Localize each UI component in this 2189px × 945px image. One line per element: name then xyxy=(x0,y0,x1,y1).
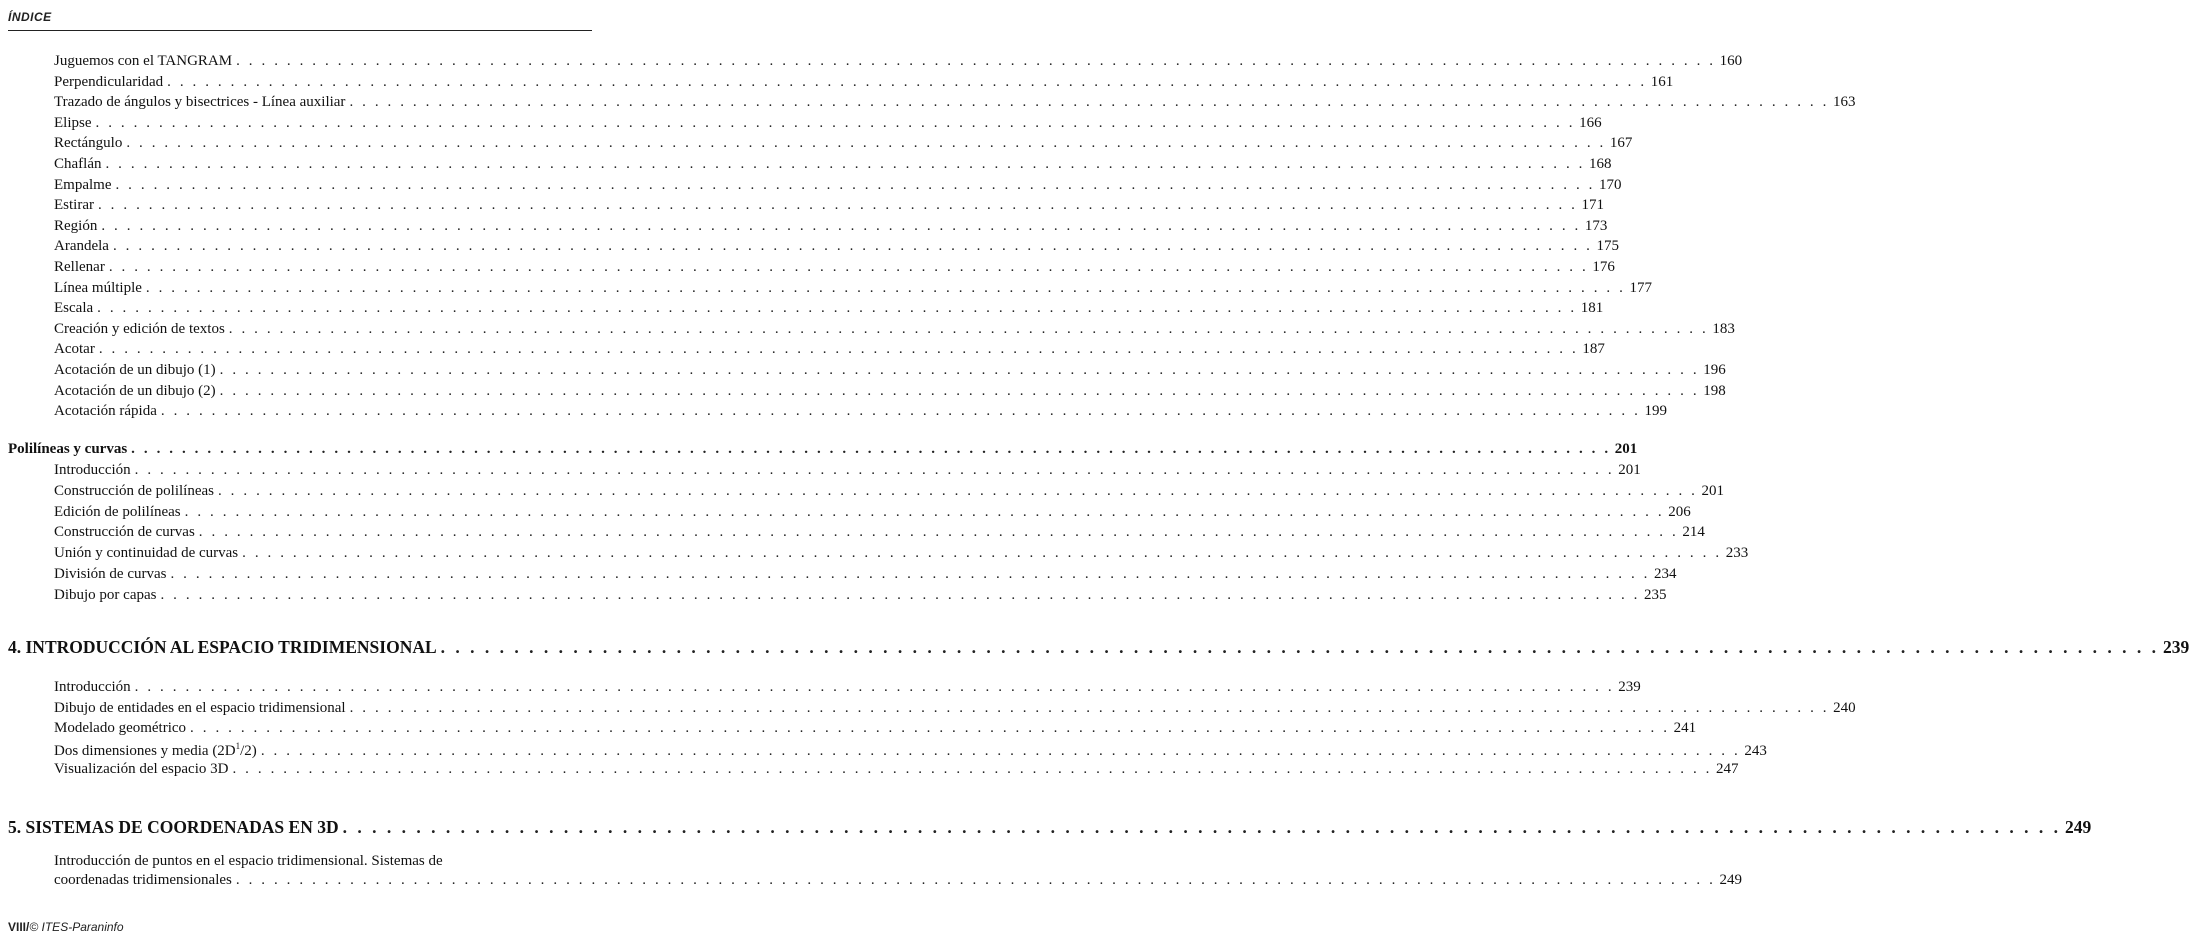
toc-entry xyxy=(54,197,1605,217)
toc-section-polilineas xyxy=(8,441,1638,461)
page-number: 241 xyxy=(1673,720,1697,737)
toc-chapter-5 xyxy=(8,817,2092,841)
dot-leader: . . . . . . . . . . . . . . . . . . . . . . . . . . . . . . . . . . . . . . . . . . . . . . . . . . . . . . . . . . . . . . . . . . . . . . . . . . . . . . . . . . . . . . . . . . . . . . . . . . . . . . . . . . . . . . . . . . . . . xyxy=(160,403,1641,420)
toc-entry xyxy=(54,679,1641,699)
dot-leader: . . . . . . . . . . . . . . . . . . . . . . . . . . . . . . . . . . . . . . . . . . . . . . . . . . . . . . . . . . . . . . . . . . . . . . . . . . . . . . . . . . . . . . . . . . . . . . . . . . . . . . . . . . . . . . . . . . . . . xyxy=(134,462,1615,478)
page-number: 199 xyxy=(1644,403,1667,420)
toc-entry xyxy=(54,53,1743,73)
entry-label: Introducción xyxy=(54,462,131,478)
entry-label: 4. INTRODUCCIÓN AL ESPACIO TRIDIMENSIONAL xyxy=(8,637,437,657)
page-number: 234 xyxy=(1654,566,1677,582)
entry-label: Empalme xyxy=(54,176,112,193)
toc-entry xyxy=(54,382,1726,403)
toc-entry xyxy=(54,156,1612,176)
page-number: 170 xyxy=(1599,176,1622,193)
dot-leader: . . . . . . . . . . . . . . . . . . . . . . . . . . . . . . . . . . . . . . . . . . . . . . . . . . . . . . . . . . . . . . . . . . . . . . . . . . . . . . . . . . . . . . . . . . . . . . . . . . . . . . . . . . . . . . . . . . . . . xyxy=(126,135,1606,152)
entry-label: Estirar xyxy=(54,197,94,214)
page-number: 233 xyxy=(1725,545,1749,562)
dot-leader: . . . . . . . . . . . . . . . . . . . . . . . . . . . . . . . . . . . . . . . . . . . . . . . . . . . . . . . . . . . . . . . . . . . . . . . . . . . . . . . . . . . . . . . . . . . . . . . . . . . . . . . . . . . . . . . . . . . . . xyxy=(349,94,1829,111)
entry-label: Visualización del espacio 3D xyxy=(54,761,229,778)
label-tail: /2) xyxy=(240,742,257,759)
dot-leader: . . . . . . . . . . . . . . . . . . . . . . . . . . . . . . . . . . . . . . . . . . . . . . . . . . . . . . . . . . . . . . . . . . . . . . . . . . . . . . . . . . . . . . . . . . . . . . . . . . . . . . . . . . . . . . . . . . . . . xyxy=(236,53,1716,69)
toc-entry xyxy=(54,300,1604,320)
page-number: 187 xyxy=(1582,341,1605,358)
page-number: 160 xyxy=(1719,53,1743,69)
dot-leader: . . . . . . . . . . . . . . . . . . . . . . . . . . . . . . . . . . . . . . . . . . . . . . . . . . . . . . . . . . . . . . . . . . . . . . . . . . . . . . . . . . . . . . . . . . . . . . . . . . . . . . . . . . . . . . . . . . . . . xyxy=(184,503,1665,520)
page-number: 201 xyxy=(1614,441,1638,457)
entry-label: Dibujo por capas xyxy=(54,586,157,603)
dot-leader: . . . . . . . . . . . . . . . . . . . . . . . . . . . . . . . . . . . . . . . . . . . . . . . . . . . . . . . . . . . . . . . . . . . . . . . . . . . . . . . . . . . . . . . . . . . . . . . . . . . . . . . . . . . . . . . . . . . . . xyxy=(440,637,2160,657)
entry-label: Elipse xyxy=(54,114,92,131)
dot-leader: . . . . . . . . . . . . . . . . . . . . . . . . . . . . . . . . . . . . . . . . . . . . . . . . . . . . . . . . . . . . . . . . . . . . . . . . . . . . . . . . . . . . . . . . . . . . . . . . . . . . . . . . . . . . . . . . . . . . . xyxy=(219,362,1700,378)
toc-entry xyxy=(54,217,1608,238)
toc-entry-line1: Introducción de puntos en el espacio tridimensional. Sistemas de xyxy=(54,853,443,869)
dot-leader: . . . . . . . . . . . . . . . . . . . . . . . . . . . . . . . . . . . . . . . . . . . . . . . . . . . . . . . . . . . . . . . . . . . . . . . . . . . . . . . . . . . . . . . . . . . . . . . . . . . . . . . . . . . . . . . . . . . . . xyxy=(160,586,1641,603)
dot-leader: . . . . . . . . . . . . . . . . . . . . . . . . . . . . . . . . . . . . . . . . . . . . . . . . . . . . . . . . . . . . . . . . . . . . . . . . . . . . . . . . . . . . . . . . . . . . . . . . . . . . . . . . . . . . . . . . . . . . . xyxy=(342,817,2061,837)
entry-label: Creación y edición de textos xyxy=(54,320,225,337)
page-number: 168 xyxy=(1589,156,1612,172)
toc-entry xyxy=(54,720,1697,740)
toc-entry xyxy=(54,73,1674,94)
entry-label xyxy=(54,741,257,760)
dot-leader: . . . . . . . . . . . . . . . . . . . . . . . . . . . . . . . . . . . . . . . . . . . . . . . . . . . . . . . . . . . . . . . . . . . . . . . . . . . . . . . . . . . . . . . . . . . . . . . . . . . . . . . . . . . . . . . . . . . . . xyxy=(95,114,1576,131)
toc-entry xyxy=(54,503,1691,524)
entry-label: coordenadas tridimensionales xyxy=(54,872,232,888)
dot-leader: . . . . . . . . . . . . . . . . . . . . . . . . . . . . . . . . . . . . . . . . . . . . . . . . . . . . . . . . . . . . . . . . . . . . . . . . . . . . . . . . . . . . . . . . . . . . . . . . . . . . . . . . . . . . . . . . . . . . . xyxy=(97,300,1577,317)
entry-label: Construcción de polilíneas xyxy=(54,482,214,499)
dot-leader: . . . . . . . . . . . . . . . . . . . . . . . . . . . . . . . . . . . . . . . . . . . . . . . . . . . . . . . . . . . . . . . . . . . . . . . . . . . . . . . . . . . . . . . . . . . . . . . . . . . . . . . . . . . . . . . . . . . . . xyxy=(260,742,1741,759)
entry-label: Introducción xyxy=(54,679,131,695)
page-number: 167 xyxy=(1609,135,1633,152)
dot-leader: . . . . . . . . . . . . . . . . . . . . . . . . . . . . . . . . . . . . . . . . . . . . . . . . . . . . . . . . . . . . . . . . . . . . . . . . . . . . . . . . . . . . . . . . . . . . . . . . . . . . . . . . . . . . . . . . . . . . . xyxy=(112,238,1593,255)
dot-leader: . . . . . . . . . . . . . . . . . . . . . . . . . . . . . . . . . . . . . . . . . . . . . . . . . . . . . . . . . . . . . . . . . . . . . . . . . . . . . . . . . . . . . . . . . . . . . . . . . . . . . . . . . . . . . . . . . . . . . xyxy=(198,524,1679,541)
dot-leader: . . . . . . . . . . . . . . . . . . . . . . . . . . . . . . . . . . . . . . . . . . . . . . . . . . . . . . . . . . . . . . . . . . . . . . . . . . . . . . . . . . . . . . . . . . . . . . . . . . . . . . . . . . . . . . . . . . . . . xyxy=(217,482,1698,499)
entry-label: Arandela xyxy=(54,238,109,255)
entry-label: Chaflán xyxy=(54,156,102,172)
toc-entry xyxy=(54,362,1726,382)
toc-entry xyxy=(54,524,1705,544)
dot-leader: . . . . . . . . . . . . . . . . . . . . . . . . . . . . . . . . . . . . . . . . . . . . . . . . . . . . . . . . . . . . . . . . . . . . . . . . . . . . . . . . . . . . . . . . . . . . . . . . . . . . . . . . . . . . . . . . . . . . . xyxy=(170,566,1651,582)
toc-entry xyxy=(54,259,1615,279)
entry-label: Modelado geométrico xyxy=(54,720,187,737)
dot-leader: . . . . . . . . . . . . . . . . . . . . . . . . . . . . . . . . . . . . . . . . . . . . . . . . . . . . . . . . . . . . . . . . . . . . . . . . . . . . . . . . . . . . . . . . . . . . . . . . . . . . . . . . . . . . . . . . . . . . . xyxy=(167,73,1647,90)
toc-entry xyxy=(54,238,1620,258)
label-text: Dos dimensiones y media (2D xyxy=(54,742,236,759)
page-number: 206 xyxy=(1668,503,1691,520)
page-number: 240 xyxy=(1833,699,1856,716)
entry-label: Rellenar xyxy=(54,259,105,275)
page-number: 243 xyxy=(1744,742,1767,759)
page-number: 201 xyxy=(1618,462,1641,478)
entry-label: Edición de polilíneas xyxy=(54,503,181,520)
entry-label: Perpendicularidad xyxy=(54,73,164,90)
dot-leader: . . . . . . . . . . . . . . . . . . . . . . . . . . . . . . . . . . . . . . . . . . . . . . . . . . . . . . . . . . . . . . . . . . . . . . . . . . . . . . . . . . . . . . . . . . . . . . . . . . . . . . . . . . . . . . . . . . . . . xyxy=(219,382,1700,399)
page-number: 214 xyxy=(1682,524,1705,541)
entry-label: Línea múltiple xyxy=(54,279,142,296)
entry-label: Región xyxy=(54,217,98,234)
page-number: 177 xyxy=(1629,279,1652,296)
entry-label: Unión y continuidad de curvas xyxy=(54,545,239,562)
toc-chapter-4 xyxy=(8,637,2189,661)
page-number: 198 xyxy=(1703,382,1726,399)
dot-leader: . . . . . . . . . . . . . . . . . . . . . . . . . . . . . . . . . . . . . . . . . . . . . . . . . . . . . . . . . . . . . . . . . . . . . . . . . . . . . . . . . . . . . . . . . . . . . . . . . . . . . . . . . . . . . . . . . . . . . xyxy=(115,176,1596,193)
toc-entry xyxy=(54,403,1667,423)
page-number: 239 xyxy=(1618,679,1641,695)
entry-label: División de curvas xyxy=(54,566,167,582)
entry-label: Acotación de un dibujo (2) xyxy=(54,382,216,399)
entry-label: Construcción de curvas xyxy=(54,524,195,541)
dot-leader: . . . . . . . . . . . . . . . . . . . . . . . . . . . . . . . . . . . . . . . . . . . . . . . . . . . . . . . . . . . . . . . . . . . . . . . . . . . . . . . . . . . . . . . . . . . . . . . . . . . . . . . . . . . . . . . . . . . . . xyxy=(235,872,1716,888)
entry-label: Polilíneas y curvas xyxy=(8,441,128,457)
page-number: 239 xyxy=(2163,637,2189,657)
page-number: 176 xyxy=(1592,259,1615,275)
toc-entry xyxy=(54,94,1856,114)
toc-entry xyxy=(54,566,1677,586)
entry-label: Escala xyxy=(54,300,94,317)
dot-leader: . . . . . . . . . . . . . . . . . . . . . . . . . . . . . . . . . . . . . . . . . . . . . . . . . . . . . . . . . . . . . . . . . . . . . . . . . . . . . . . . . . . . . . . . . . . . . . . . . . . . . . . . . . . . . . . . . . . . . xyxy=(108,259,1589,275)
page-number: 171 xyxy=(1581,197,1605,214)
page-number: 181 xyxy=(1580,300,1604,317)
header-title: ÍNDICE xyxy=(8,10,52,24)
label-superscript: 1 xyxy=(235,740,241,751)
toc-entry xyxy=(54,740,1767,761)
page-number: 235 xyxy=(1644,586,1667,603)
dot-leader: . . . . . . . . . . . . . . . . . . . . . . . . . . . . . . . . . . . . . . . . . . . . . . . . . . . . . . . . . . . . . . . . . . . . . . . . . . . . . . . . . . . . . . . . . . . . . . . . . . . . . . . . . . . . . . . . . . . . . xyxy=(134,679,1615,695)
page-number: 249 xyxy=(2065,817,2092,837)
toc-entry xyxy=(54,545,1749,565)
page-number: 201 xyxy=(1701,482,1725,499)
footer-copyright: © ITES-Paraninfo xyxy=(29,920,124,934)
dot-leader: . . . . . . . . . . . . . . . . . . . . . . . . . . . . . . . . . . . . . . . . . . . . . . . . . . . . . . . . . . . . . . . . . . . . . . . . . . . . . . . . . . . . . . . . . . . . . . . . . . . . . . . . . . . . . . . . . . . . . xyxy=(145,279,1626,296)
entry-label: Acotar xyxy=(54,341,95,358)
entry-label: Acotación rápida xyxy=(54,403,157,420)
dot-leader: . . . . . . . . . . . . . . . . . . . . . . . . . . . . . . . . . . . . . . . . . . . . . . . . . . . . . . . . . . . . . . . . . . . . . . . . . . . . . . . . . . . . . . . . . . . . . . . . . . . . . . . . . . . . . . . . . . . . . xyxy=(98,341,1579,358)
page-number: 163 xyxy=(1833,94,1856,111)
toc-entry xyxy=(54,176,1622,197)
dot-leader: . . . . . . . . . . . . . . . . . . . . . . . . . . . . . . . . . . . . . . . . . . . . . . . . . . . . . . . . . . . . . . . . . . . . . . . . . . . . . . . . . . . . . . . . . . . . . . . . . . . . . . . . . . . . . . . . . . . . . xyxy=(101,217,1581,234)
toc-entry xyxy=(54,279,1652,300)
dot-leader: . . . . . . . . . . . . . . . . . . . . . . . . . . . . . . . . . . . . . . . . . . . . . . . . . . . . . . . . . . . . . . . . . . . . . . . . . . . . . . . . . . . . . . . . . . . . . . . . . . . . . . . . . . . . . . . . . . . . . xyxy=(190,720,1670,737)
page-number: 247 xyxy=(1716,761,1739,778)
dot-leader: . . . . . . . . . . . . . . . . . . . . . . . . . . . . . . . . . . . . . . . . . . . . . . . . . . . . . . . . . . . . . . . . . . . . . . . . . . . . . . . . . . . . . . . . . . . . . . . . . . . . . . . . . . . . . . . . . . . . . xyxy=(349,699,1830,716)
toc-entry xyxy=(54,135,1633,155)
dot-leader: . . . . . . . . . . . . . . . . . . . . . . . . . . . . . . . . . . . . . . . . . . . . . . . . . . . . . . . . . . . . . . . . . . . . . . . . . . . . . . . . . . . . . . . . . . . . . . . . . . . . . . . . . . . . . . . . . . . . . xyxy=(97,197,1578,214)
toc-entry xyxy=(54,586,1667,607)
page-number: 175 xyxy=(1596,238,1620,255)
toc-entry-wrapped xyxy=(54,872,1742,892)
page-number: 166 xyxy=(1579,114,1602,131)
dot-leader: . . . . . . . . . . . . . . . . . . . . . . . . . . . . . . . . . . . . . . . . . . . . . . . . . . . . . . . . . . . . . . . . . . . . . . . . . . . . . . . . . . . . . . . . . . . . . . . . . . . . . . . . . . . . . . . . . . . . . xyxy=(105,156,1586,172)
entry-label: Acotación de un dibujo (1) xyxy=(54,362,216,378)
entry-label: 5. SISTEMAS DE COORDENADAS EN 3D xyxy=(8,817,339,837)
dot-leader: . . . . . . . . . . . . . . . . . . . . . . . . . . . . . . . . . . . . . . . . . . . . . . . . . . . . . . . . . . . . . . . . . . . . . . . . . . . . . . . . . . . . . . . . . . . . . . . . . . . . . . . . . . . . . . . . . . . . . xyxy=(228,320,1709,337)
running-header xyxy=(8,8,592,31)
toc-entry xyxy=(54,341,1605,361)
toc-entry xyxy=(54,699,1856,720)
page-number: 249 xyxy=(1719,872,1742,888)
footer-page-number: VIII/ xyxy=(8,920,30,934)
toc-entry xyxy=(54,114,1602,135)
page-number: 183 xyxy=(1712,320,1735,337)
page-number: 196 xyxy=(1703,362,1726,378)
dot-leader: . . . . . . . . . . . . . . . . . . . . . . . . . . . . . . . . . . . . . . . . . . . . . . . . . . . . . . . . . . . . . . . . . . . . . . . . . . . . . . . . . . . . . . . . . . . . . . . . . . . . . . . . . . . . . . . . . . . . . xyxy=(242,545,1722,562)
entry-label: Trazado de ángulos y bisectrices - Línea auxiliar xyxy=(54,94,346,111)
entry-label: Juguemos con el TANGRAM xyxy=(54,53,233,69)
page-number: 161 xyxy=(1650,73,1674,90)
page-number: 173 xyxy=(1584,217,1608,234)
dot-leader: . . . . . . . . . . . . . . . . . . . . . . . . . . . . . . . . . . . . . . . . . . . . . . . . . . . . . . . . . . . . . . . . . . . . . . . . . . . . . . . . . . . . . . . . . . . . . . . . . . . . . . . . . . . . . . . . . . . . . xyxy=(232,761,1713,778)
dot-leader: . . . . . . . . . . . . . . . . . . . . . . . . . . . . . . . . . . . . . . . . . . . . . . . . . . . . . . . . . . . . . . . . . . . . . . . . . . . . . . . . . . . . . . . . . . . . . . . . . . . . . . . . . . . . . . . . . . . . . xyxy=(131,441,1611,457)
toc-entry xyxy=(54,320,1735,341)
page-footer xyxy=(8,920,124,934)
entry-label: Dibujo de entidades en el espacio tridimensional xyxy=(54,699,346,716)
toc-entry xyxy=(54,761,1739,781)
toc-entry xyxy=(54,462,1641,482)
toc-entry xyxy=(54,482,1725,503)
entry-label: Rectángulo xyxy=(54,135,123,152)
